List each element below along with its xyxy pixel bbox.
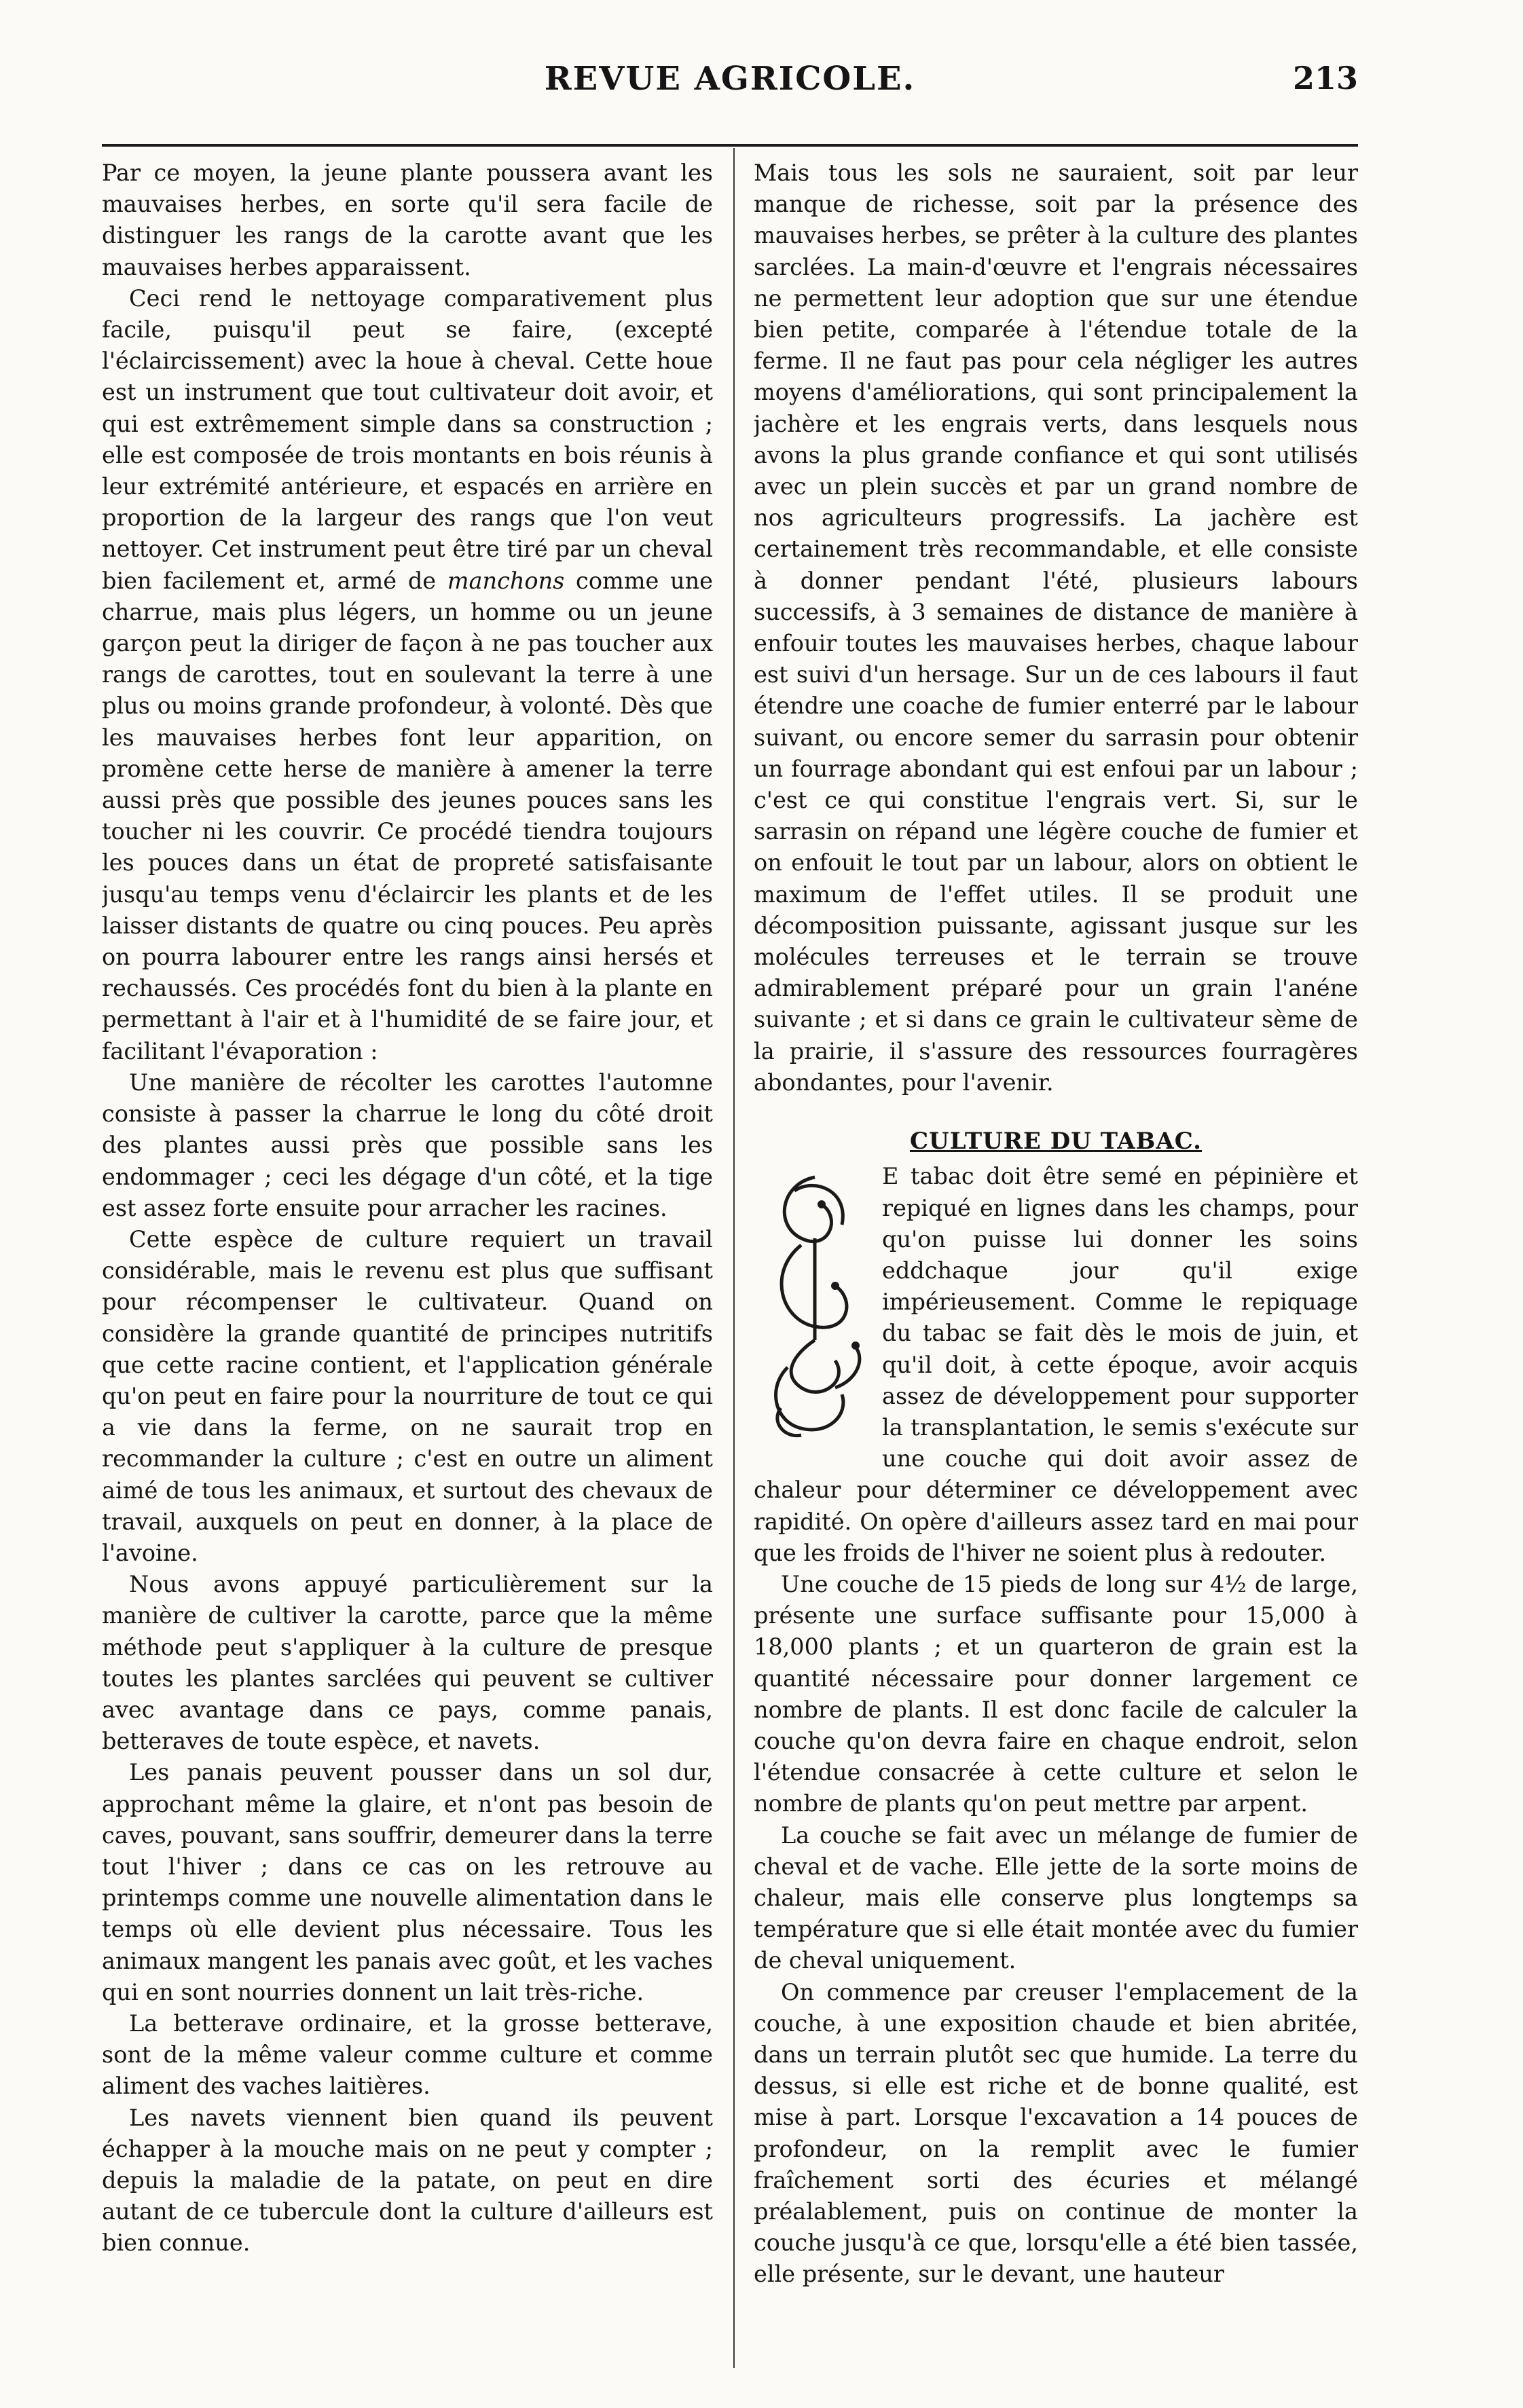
ornamental-initial-icon <box>754 1164 873 1449</box>
paragraph: La couche se fait avec un mélange de fumier de cheval et de vache. Elle jette de la sorte moins de chaleur, mais elle conserve plus longtemps sa température que si elle était montée avec du fumier de cheval uniquement. <box>754 1821 1358 1974</box>
ornamental-dropcap-l <box>754 1164 873 1449</box>
header-rule <box>102 144 1358 147</box>
paragraph: Mais tous les sols ne sauraient, soit par leur manque de richesse, soit par la présence des mauvaises herbes, se prêter à la culture des plantes sarclées. La main-d'œuvre et l'engrais nécessaires ne permettent leur adoption que sur une étendue bien petite, comparée à l'étendue totale de la ferme. Il ne faut pas pour cela négliger les autres moyens d'améliorations, qui sont principalement la jachère et les engrais verts, dans lesquels nous avons la plus grande confiance et qui sont utilisés avec un plein succès et par un grand nombre de nos agriculteurs progressifs. La jachère est certainement très recommandable, et elle consiste à donner pendant l'été, plusieurs labours successifs, à 3 semaines de distance de manière à enfouir toutes les mauvaises herbes, chaque labour est suivi d'un hersage. Sur un de ces labours il faut étendre une coache de fumier enterré par le labour suivant, ou encore semer du sarrasin pour obtenir un fourrage abondant qui est enfoui par un labour ; c'est ce qui constitue l'engrais vert. Si, sur le sarrasin on répand une légère couche de fumier et on enfouit le tout par un labour, alors on obtient le maximum de l'effet utiles. Il se produit une décomposition puissante, agissant jusque sur les molécules terreuses et le terrain se trouve admirablement préparé pour un grain l'anéne suivante ; et si dans ce grain le cultivateur sème de la prairie, il s'assure des ressources fourragères abondantes, pour l'avenir. <box>754 160 1358 1096</box>
paragraph-text: Ceci rend le nettoyage comparativement plus facile, puisqu'il peut se faire, (excepté l'éclaircissement) avec la houe à cheval. Cette houe est un instrument que tout cultivateur doit avoir, et qui est extrêmement simple dans sa construction ; elle est composée de trois montants en bois réunis à leur extrémité antérieure, et espacés en arrière en proportion de la largeur des rangs que l'on veut nettoyer. Cet instrument peut être tiré par un cheval bien facilement et, armé de <box>102 284 713 594</box>
paragraph <box>102 283 713 1067</box>
right-column <box>754 158 1358 2357</box>
paragraph: La betterave ordinaire, et la grosse betterave, sont de la même valeur comme culture et comme aliment des vaches laitières. <box>102 2009 713 2100</box>
paragraph: On commence par creuser l'emplacement de la couche, à une exposition chaude et bien abritée, dans un terrain plutôt sec que humide. La terre du dessus, si elle est riche et de bonne qualité, est mise à part. Lorsque l'excavation a 14 pouces de profondeur, on la remplit avec le fumier fraîchement sorti des écuries et mélangé préalablement, puis on continue de monter la couche jusqu'à ce que, lorsqu'elle a été bien tassée, elle présente, sur le devant, une hauteur <box>754 1978 1358 2288</box>
section-body <box>754 1161 1358 2290</box>
section-title: CULTURE DU TABAC. <box>909 1128 1202 1155</box>
paragraph: Les navets viennent bien quand ils peuvent échapper à la mouche mais on ne peut y compter ; depuis la maladie de la patate, on peut en dire autant de ce tubercule dont la culture d'ailleurs est bien connue. <box>102 2104 713 2257</box>
journal-title: REVUE AGRICOLE. <box>544 60 916 98</box>
paragraph: Par ce moyen, la jeune plante poussera avant les mauvaises herbes, en sorte qu'il sera facile de distinguer les rangs de la carotte avant que les mauvaises herbes apparaissent. <box>102 160 713 280</box>
paragraph: Nous avons appuyé particulièrement sur la manière de cultiver la carotte, parce que la même méthode peut s'appliquer à la culture de presque toutes les plantes sarclées qui peuvent se cultiver avec avantage dans ce pays, comme panais, betteraves de toute espèce, et navets. <box>102 1571 713 1755</box>
running-head <box>102 60 1358 107</box>
paragraph: Cette espèce de culture requiert un travail considérable, mais le revenu est plus que suffisant pour récompenser le cultivateur. Quand on considère la grande quantité de principes nutritifs que cette racine contient, et l'application générale qu'on peut en faire pour la nourriture de tout ce qui a vie dans la ferme, on ne saurait trop en recommander la culture ; c'est en outre un aliment aimé de tous les animaux, et surtout des chevaux de travail, auxquels on peut en donner, à la place de l'avoine. <box>102 1225 713 1566</box>
italic-term: manchons <box>447 567 565 594</box>
paragraph-text: comme une charrue, mais plus légers, un homme ou un jeune garçon peut la diriger de façon à ne pas toucher aux rangs de carottes, tout en soulevant la terre à une plus ou moins grande profondeur, à volonté. Dès que les mauvaises herbes font leur apparition, on promène cette herse de manière à amener la terre aussi près que possible des jeunes pouces sans les toucher ni les couvrir. Ce procédé tiendra toujours les pouces dans un état de propreté satisfaisante jusqu'au temps venu d'éclaircir les plants et de les laisser distants de quatre ou cinq pouces. Peu après on pourra labourer entre les rangs ainsi hersés et rechaussés. Ces procédés font du bien à la plante en permettant à l'air et à l'humidité de se faire jour, et facilitant l'évaporation : <box>102 567 713 1064</box>
left-column <box>102 158 713 2357</box>
page-number: 213 <box>1292 60 1358 96</box>
paragraph: Les panais peuvent pousser dans un sol dur, approchant même la glaire, et n'ont pas besoin de caves, pouvant, sans souffrir, demeurer dans la terre tout l'hiver ; dans ce cas on les retrouve au printemps comme une nouvelle alimentation dans le temps où elle devient plus nécessaire. Tous les animaux mangent les panais avec goût, et les vaches qui en sont nourries donnent un lait très-riche. <box>102 1759 713 2005</box>
paragraph: Une couche de 15 pieds de long sur 4½ de large, présente une surface suffisante pour 15,000 à 18,000 plants ; et un quarteron de grain est la quantité nécessaire pour donner largement ce nombre de plants. Il est donc facile de calculer la couche qu'on devra faire en chaque endroit, selon l'étendue consacrée à cette culture et selon le nombre de plants qu'on peut mettre par arpent. <box>754 1570 1358 1817</box>
paragraph: Une manière de récolter les carottes l'automne consiste à passer la charrue le long du côté droit des plantes aussi près que possible sans les endommager ; ceci les dégage d'un côté, et la tige est assez forte ensuite pour arracher les racines. <box>102 1069 713 1221</box>
paragraph-text: E tabac doit être semé en pépinière et repiqué en lignes dans les champs, pour qu'on puisse lui donner les soins eddchaque jour qu'il exige impérieusement. Comme le repiquage du tabac se fait dès le mois de juin, et qu'il doit, à cette époque, avoir acquis assez de développement pour supporter la transplantation, le semis s'exécute sur une couche qui doit avoir assez de chaleur pour déterminer ce développement avec rapidité. On opère d'ailleurs assez tard en mai pour que les froids de l'hiver ne soient plus à redouter. <box>754 1163 1358 1566</box>
column-divider <box>733 148 735 2368</box>
